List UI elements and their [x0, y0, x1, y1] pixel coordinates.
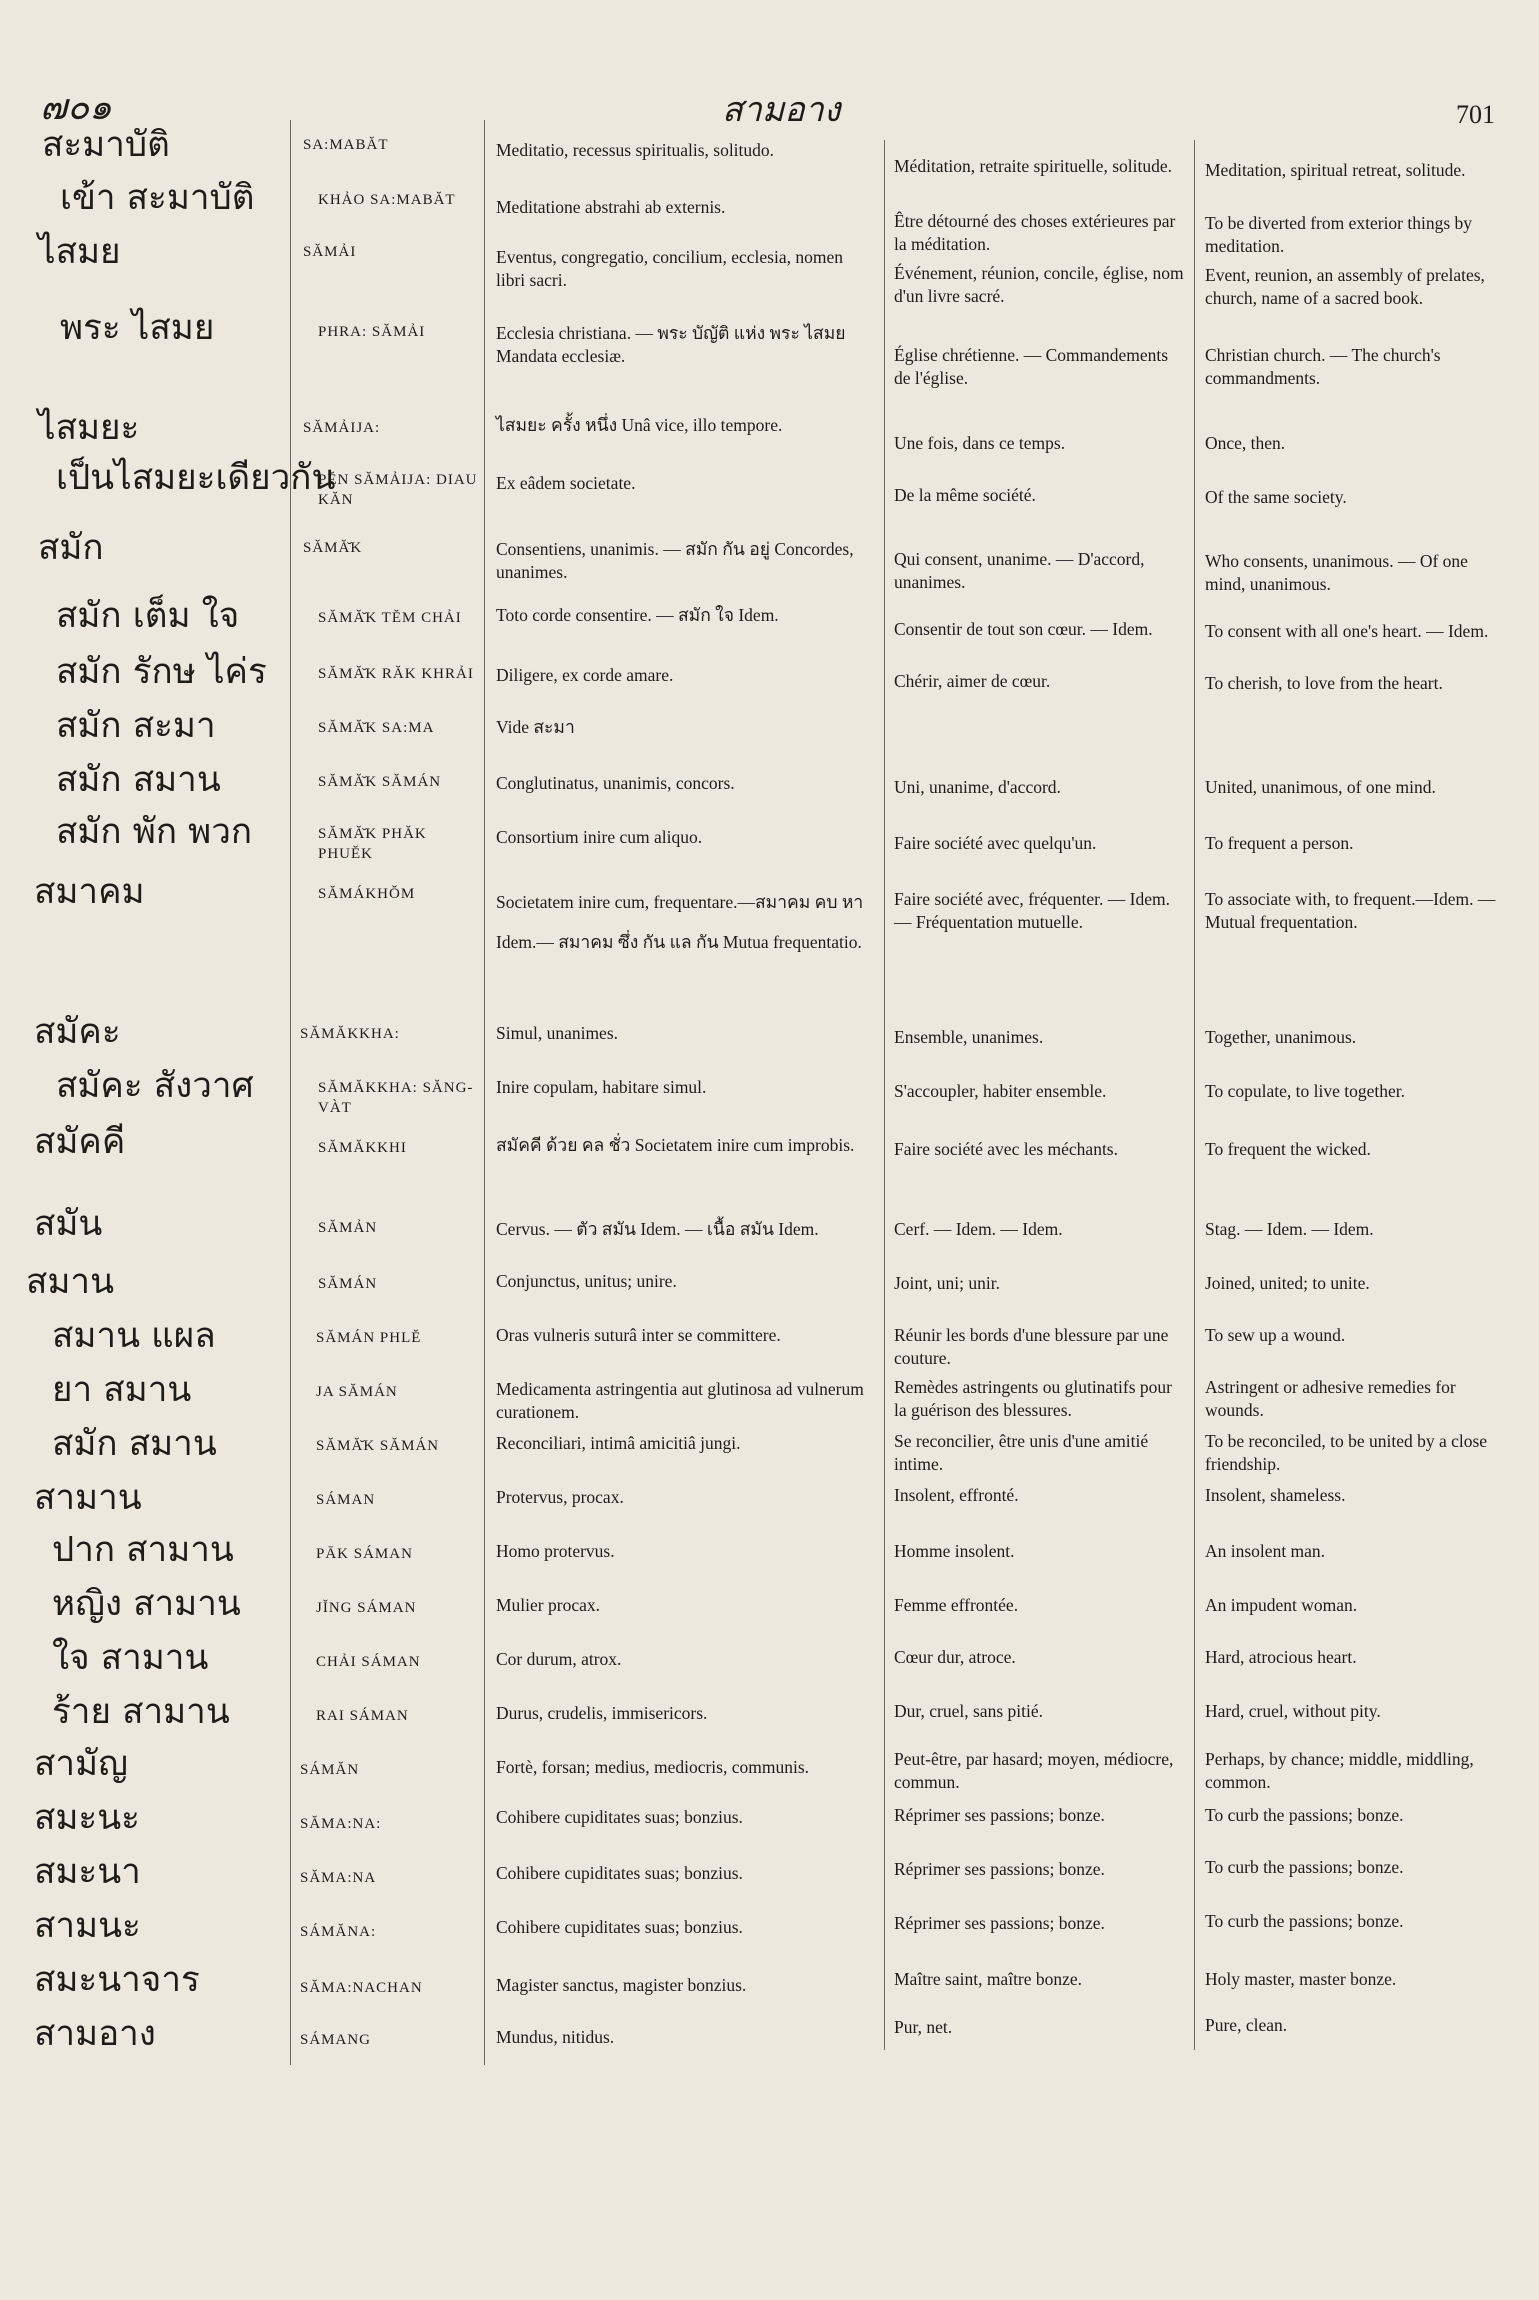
english-gloss: An insolent man. [1205, 1541, 1326, 1561]
romanization: SÁMĂNA: [300, 1924, 377, 1940]
romanization: SĂMĂ̆K SĂMÁN [318, 774, 442, 790]
french-gloss: Consentir de tout son cœur. — Idem. [894, 619, 1153, 639]
latin-gloss: Reconciliari, intimâ amicitiâ jungi. [496, 1433, 741, 1453]
thai-headword: สมะนาจาร [34, 1960, 200, 2000]
romanization: SĂMĂKKHA: SĂNG-VÀT [318, 1080, 474, 1116]
thai-headword: สมัน [34, 1204, 103, 1244]
french-gloss: Faire société avec les méchants. [894, 1139, 1118, 1159]
french-gloss: Réprimer ses passions; bonze. [894, 1859, 1105, 1879]
romanization: SĂMĂ̆K SĂMÁN [316, 1438, 440, 1454]
french-gloss: Église chrétienne. — Commandements de l'église. [894, 345, 1169, 388]
english-gloss: Holy master, master bonze. [1205, 1969, 1397, 1989]
thai-headword: สมาน แผล [52, 1316, 216, 1356]
latin-gloss: Ecclesia christiana. — พระ บัญัติ แห่ง พระ ไสมย Mandata ecclesiæ. [496, 323, 846, 366]
english-gloss: To associate with, to frequent.—Idem. — Mutual frequentation. [1205, 889, 1496, 932]
thai-headword: สมัก สะมา [56, 706, 216, 746]
thai-headword: ไสมย [38, 232, 121, 272]
english-gloss: Of the same society. [1205, 487, 1347, 507]
latin-gloss: Protervus, procax. [496, 1487, 624, 1507]
english-gloss: Perhaps, by chance; middle, middling, common. [1205, 1749, 1474, 1792]
latin-gloss: สมัคคี ด้วย คล ชั่ว Societatem inire cum improbis. [496, 1135, 855, 1155]
french-gloss: Méditation, retraite spirituelle, solitude. [894, 156, 1172, 176]
french-gloss: Maître saint, maître bonze. [894, 1969, 1083, 1989]
latin-gloss: Cohibere cupiditates suas; bonzius. [496, 1917, 743, 1937]
column-rule [290, 120, 291, 2065]
romanization: SĂMÁN PHLĔ [316, 1330, 422, 1346]
french-gloss: Réunir les bords d'une blessure par une couture. [894, 1325, 1169, 1368]
romanization: KHẢO SA:MABĂT [318, 192, 456, 208]
latin-gloss: Consentiens, unanimis. — สมัก กัน อยู่ Concordes, unanimes. [496, 539, 854, 582]
latin-gloss: Conglutinatus, unanimis, concors. [496, 773, 735, 793]
thai-headword: เป็นไสมยะเดียวกัน [56, 458, 336, 498]
latin-gloss: Magister sanctus, magister bonzius. [496, 1975, 747, 1995]
romanization: SĂMĂKKHI [318, 1140, 407, 1156]
thai-headword: สมัคะ [34, 1012, 121, 1052]
thai-headword: สมัคคี [34, 1122, 126, 1162]
thai-headword: หญิง สามาน [52, 1584, 241, 1624]
romanization: SĂMĂ̆K SA:MA [318, 720, 435, 736]
romanization: SĂMA:NACHAN [300, 1980, 423, 1996]
english-gloss: Christian church. — The church's commandments. [1205, 345, 1441, 388]
romanization: SĂMÁN [318, 1276, 378, 1292]
romanization: SĂMẢIJA: [303, 420, 381, 436]
thai-headword: ยา สมาน [52, 1370, 192, 1410]
latin-gloss: Fortè, forsan; medius, mediocris, communis. [496, 1757, 810, 1777]
page-number: 701 [1456, 100, 1495, 129]
latin-gloss: Conjunctus, unitus; unire. [496, 1271, 677, 1291]
latin-gloss: Inire copulam, habitare simul. [496, 1077, 707, 1097]
thai-headword: สมัก เต็ม ใจ [56, 596, 240, 636]
romanization: JĬNG SÁMAN [316, 1600, 417, 1616]
thai-headword: สามนะ [34, 1906, 141, 1946]
page-number-thai: ๗๐๑ [40, 87, 112, 128]
english-gloss: To frequent the wicked. [1205, 1139, 1371, 1159]
english-gloss: Pure, clean. [1205, 2015, 1288, 2035]
french-gloss: Joint, uni; unir. [894, 1273, 1000, 1293]
french-gloss: Peut-être, par hasard; moyen, médiocre, commun. [894, 1749, 1174, 1792]
french-gloss: Une fois, dans ce temps. [894, 433, 1066, 453]
latin-gloss: Medicamenta astringentia aut glutinosa ad vulnerum curationem. [496, 1379, 864, 1422]
latin-gloss: Simul, unanimes. [496, 1023, 619, 1043]
romanization: SĂMĂ̆K TĔM CHẢI [318, 610, 462, 626]
english-gloss: To curb the passions; bonze. [1205, 1805, 1404, 1825]
thai-headword: สมาคม [34, 872, 145, 912]
romanization: SÁMAN [316, 1492, 376, 1508]
romanization: SÁMANG [300, 2032, 372, 2048]
english-gloss: An impudent woman. [1205, 1595, 1358, 1615]
romanization: SĂMĂ̆K [303, 540, 363, 556]
english-gloss: To be diverted from exterior things by meditation. [1205, 213, 1473, 256]
french-gloss: Dur, cruel, sans pitié. [894, 1701, 1043, 1721]
thai-headword: สมัคะ สังวาศ [56, 1066, 254, 1106]
english-gloss: To frequent a person. [1205, 833, 1354, 853]
latin-gloss: Homo protervus. [496, 1541, 615, 1561]
english-gloss: To consent with all one's heart. — Idem. [1205, 621, 1489, 641]
french-gloss: Chérir, aimer de cœur. [894, 671, 1051, 691]
french-gloss: Insolent, effronté. [894, 1485, 1019, 1505]
romanization: SĂMĂ̆K RĂK KHRẢI [318, 666, 474, 682]
french-gloss: Faire société avec quelqu'un. [894, 833, 1097, 853]
romanization: PHRA: SĂMẢI [318, 324, 426, 340]
french-gloss: Cœur dur, atroce. [894, 1647, 1016, 1667]
romanization: SĂMĂKKHA: [300, 1026, 400, 1042]
latin-gloss: Eventus, congregatio, concilium, ecclesia, nomen libri sacri. [496, 247, 843, 290]
french-gloss: Cerf. — Idem. — Idem. [894, 1219, 1063, 1239]
english-gloss: Insolent, shameless. [1205, 1485, 1346, 1505]
latin-gloss: Meditatione abstrahi ab externis. [496, 197, 726, 217]
latin-gloss: Vide สะมา [496, 717, 575, 737]
thai-headword: สมะนะ [34, 1798, 140, 1838]
romanization: PĀK SÁMAN [316, 1546, 413, 1562]
romanization: SĂMÁKHŎM [318, 886, 416, 902]
romanization: SA:MABĂT [303, 137, 389, 153]
romanization: SĂMA:NA: [300, 1816, 382, 1832]
english-gloss: To be reconciled, to be united by a close friendship. [1205, 1431, 1488, 1474]
thai-headword: สมาน [26, 1262, 115, 1302]
english-gloss: Joined, united; to unite. [1205, 1273, 1370, 1293]
latin-gloss: Diligere, ex corde amare. [496, 665, 674, 685]
column-rule [484, 120, 485, 2065]
french-gloss: Pur, net. [894, 2017, 953, 2037]
english-gloss: Who consents, unanimous. — Of one mind, unanimous. [1205, 551, 1468, 594]
latin-gloss: Meditatio, recessus spiritualis, solitudo. [496, 140, 775, 160]
thai-headword: สมัก พัก พวก [56, 812, 253, 852]
english-gloss: To copulate, to live together. [1205, 1081, 1405, 1101]
french-gloss: Être détourné des choses extérieures par la méditation. [894, 211, 1176, 254]
thai-headword: ปาก สามาน [52, 1530, 234, 1570]
english-gloss: Astringent or adhesive remedies for wounds. [1205, 1377, 1456, 1420]
french-gloss: Se reconcilier, être unis d'une amitié intime. [894, 1431, 1149, 1474]
romanization: SĂMĂ̆K PHĂK PHUĔK [318, 826, 427, 862]
thai-headword: สมัก สมาน [56, 760, 221, 800]
romanization: PĔN SĂMẢIJA: DIAU KĂN [318, 472, 478, 508]
thai-headword: สามัญ [34, 1744, 128, 1784]
running-head: สามอาง [722, 90, 841, 130]
french-gloss: Remèdes astringents ou glutinatifs pour la guérison des blessures. [894, 1377, 1173, 1420]
latin-gloss: Toto corde consentire. — สมัก ใจ Idem. [496, 605, 779, 625]
romanization: SÁMĂN [300, 1762, 360, 1778]
latin-gloss: Ex eâdem societate. [496, 473, 636, 493]
latin-gloss: Consortium inire cum aliquo. [496, 827, 703, 847]
thai-headword: เข้า สะมาบัติ [60, 178, 255, 218]
latin-gloss: Cervus. — ตัว สมัน Idem. — เนื้อ สมัน Idem. [496, 1219, 819, 1239]
latin-gloss: Mundus, nitidus. [496, 2027, 615, 2047]
column-rule [1194, 140, 1195, 2050]
french-gloss: Ensemble, unanimes. [894, 1027, 1044, 1047]
english-gloss: Hard, atrocious heart. [1205, 1647, 1357, 1667]
french-gloss: Faire société avec, fréquenter. — Idem. — Fréquentation mutuelle. [894, 889, 1170, 932]
thai-headword: ใจ สามาน [52, 1638, 209, 1678]
french-gloss: S'accoupler, habiter ensemble. [894, 1081, 1107, 1101]
english-gloss: Hard, cruel, without pity. [1205, 1701, 1381, 1721]
latin-gloss: Cohibere cupiditates suas; bonzius. [496, 1863, 743, 1883]
latin-gloss: Cor durum, atrox. [496, 1649, 622, 1669]
english-gloss: To curb the passions; bonze. [1205, 1857, 1404, 1877]
romanization: CHẢI SÁMAN [316, 1654, 421, 1670]
english-gloss: Together, unanimous. [1205, 1027, 1357, 1047]
french-gloss: Réprimer ses passions; bonze. [894, 1913, 1105, 1933]
french-gloss: Réprimer ses passions; bonze. [894, 1805, 1105, 1825]
latin-gloss: ไสมยะ ครั้ง หนึ่ง Unâ vice, illo tempore. [496, 415, 783, 435]
french-gloss: Homme insolent. [894, 1541, 1015, 1561]
thai-headword: ไสมยะ [38, 408, 140, 448]
latin-gloss: Oras vulneris suturâ inter se committere. [496, 1325, 781, 1345]
romanization: JA SĂMÁN [316, 1384, 398, 1400]
thai-headword: สมัก รักษ ไค่ร [56, 652, 267, 692]
french-gloss: De la même société. [894, 485, 1036, 505]
thai-headword: ร้าย สามาน [52, 1692, 230, 1732]
thai-headword: สามอาง [34, 2014, 156, 2054]
french-gloss: Événement, réunion, concile, église, nom d'un livre sacré. [894, 263, 1184, 306]
english-gloss: Meditation, spiritual retreat, solitude. [1205, 160, 1466, 180]
thai-headword: สามาน [34, 1478, 142, 1518]
latin-gloss: Societatem inire cum, frequentare.—สมาคม คบ หา Idem.— สมาคม ซึ่ง กัน แล กัน Mutua frequentatio. [496, 892, 864, 952]
french-gloss: Qui consent, unanime. — D'accord, unanimes. [894, 549, 1145, 592]
latin-gloss: Cohibere cupiditates suas; bonzius. [496, 1807, 743, 1827]
romanization: SĂMẢN [318, 1220, 378, 1236]
english-gloss: Event, reunion, an assembly of prelates, church, name of a sacred book. [1205, 265, 1485, 308]
english-gloss: To cherish, to love from the heart. [1205, 673, 1443, 693]
thai-headword: สมัก สมาน [52, 1424, 217, 1464]
thai-headword: สะมาบัติ [42, 125, 170, 165]
french-gloss: Uni, unanime, d'accord. [894, 777, 1061, 797]
thai-headword: พระ ไสมย [60, 308, 215, 348]
english-gloss: United, unanimous, of one mind. [1205, 777, 1436, 797]
romanization: RAI SÁMAN [316, 1708, 409, 1724]
thai-headword: สมะนา [34, 1852, 141, 1892]
romanization: SĂMẢI [303, 244, 357, 260]
english-gloss: To sew up a wound. [1205, 1325, 1346, 1345]
english-gloss: Stag. — Idem. — Idem. [1205, 1219, 1374, 1239]
column-rule [884, 140, 885, 2050]
latin-gloss: Mulier procax. [496, 1595, 600, 1615]
french-gloss: Femme effrontée. [894, 1595, 1019, 1615]
english-gloss: To curb the passions; bonze. [1205, 1911, 1404, 1931]
thai-headword: สมัก [38, 528, 104, 568]
english-gloss: Once, then. [1205, 433, 1286, 453]
romanization: SĂMA:NA [300, 1870, 377, 1886]
latin-gloss: Durus, crudelis, immisericors. [496, 1703, 708, 1723]
